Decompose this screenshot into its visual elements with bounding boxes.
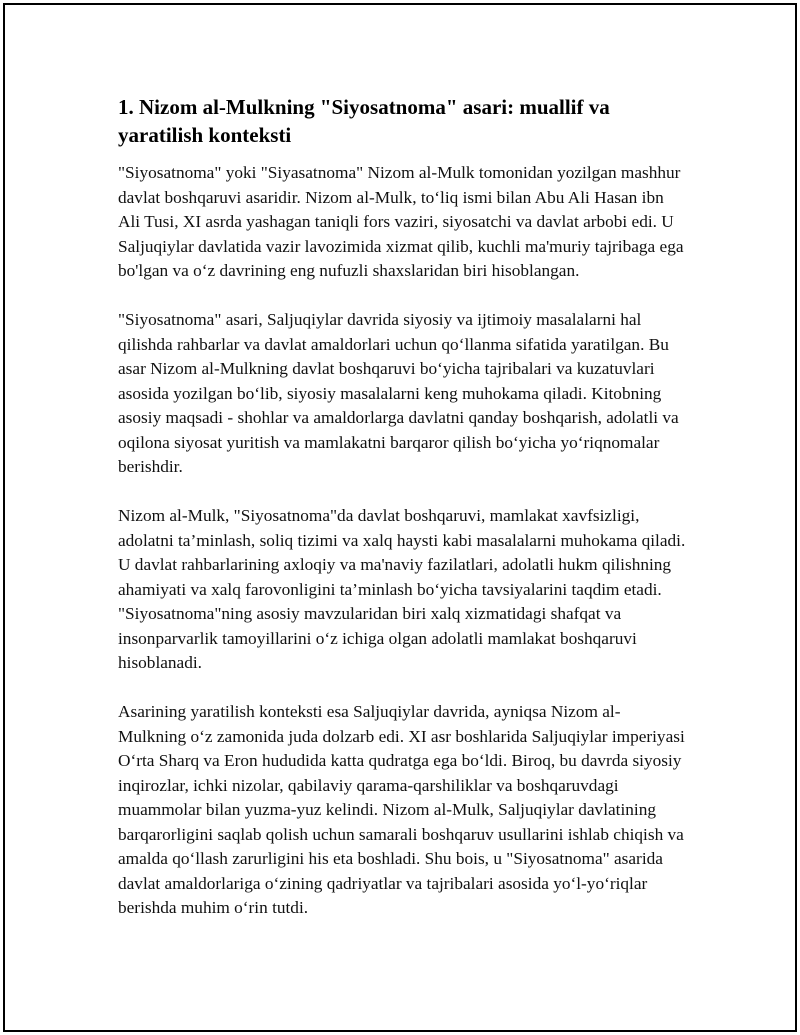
paragraph-4: Asarining yaratilish konteksti esa Saljuqiylar davrida, ayniqsa Nizom al-Mulkning o‘z zamonida juda dolzarb edi. XI asr boshlarida Saljuqiylar imperiyasi O‘rta Sharq va Eron hududida katta qudratga ega bo‘ldi. Biroq, bu davrda siyosiy inqirozlar, ichki nizolar, qabilaviy qarama-qarshiliklar va boshqaruvdagi muammolar bilan yuzma-yuz kelindi. Nizom al-Mulk, Saljuqiylar davlatining barqarorligini saqlab qolish uchun samarali boshqaruv usullarini ishlab chiqish va amalda qo‘llash zarurligini his eta boshladi. Shu bois, u "Siyosatnoma" asarida davlat amaldorlariga o‘zining qadriyatlar va tajribalari asosida yo‘l-yo‘riqlar berishda muhim o‘rin tutdi. (118, 702, 685, 917)
paragraph-2: "Siyosatnoma" asari, Saljuqiylar davrida siyosiy va ijtimoiy masalalarni hal qilishda rahbarlar va davlat amaldorlari uchun qo‘llanma sifatida yaratilgan. Bu asar Nizom al-Mulkning davlat boshqaruvi bo‘yicha tajribalari va kuzatuvlari asosida yozilgan bo‘lib, siyosiy masalalarni keng muhokama qiladi. Kitobning asosiy maqsadi - shohlar va amaldorlarga davlatni qanday boshqarish, adolatli va oqilona siyosat yuritish va mamlakatni barqaror qilish bo‘yicha yo‘riqnomalar berishdir. (118, 310, 679, 476)
paragraph-3: Nizom al-Mulk, "Siyosatnoma"da davlat boshqaruvi, mamlakat xavfsizligi, adolatni ta’minlash, soliq tizimi va xalq haysti kabi masalalarni muhokama qiladi. U davlat rahbarlarining axloqiy va ma'naviy fazilatlari, adolatli hukm qilishning ahamiyati va xalq farovonligini ta’minlash bo‘yicha tavsiyalarini taqdim etadi. "Siyosatnoma"ning asosiy mavzularidan biri xalq xizmatidagi shafqat va insonparvarlik tamoyillarini o‘z ichiga olgan adolatli mamlakat boshqaruvi hisoblanadi. (118, 506, 686, 672)
section-heading: 1. Nizom al-Mulkning "Siyosatnoma" asari: muallif va yaratilish konteksti (118, 95, 610, 147)
paragraph-1: "Siyosatnoma" yoki "Siyasatnoma" Nizom al-Mulk tomonidan yozilgan mashhur davlat boshqaruvi asaridir. Nizom al-Mulk, to‘liq ismi bilan Abu Ali Hasan ibn Ali Tusi, XI asrda yashagan taniqli fors vaziri, siyosatchi va davlat arbobi edi. U Saljuqiylar davlatida vazir lavozimida xizmat qilib, kuchli ma'muriy tajribaga ega bo'lgan va o‘z davrining eng nufuzli shaxslaridan biri hisoblangan. (118, 163, 684, 280)
document-body (118, 93, 688, 945)
